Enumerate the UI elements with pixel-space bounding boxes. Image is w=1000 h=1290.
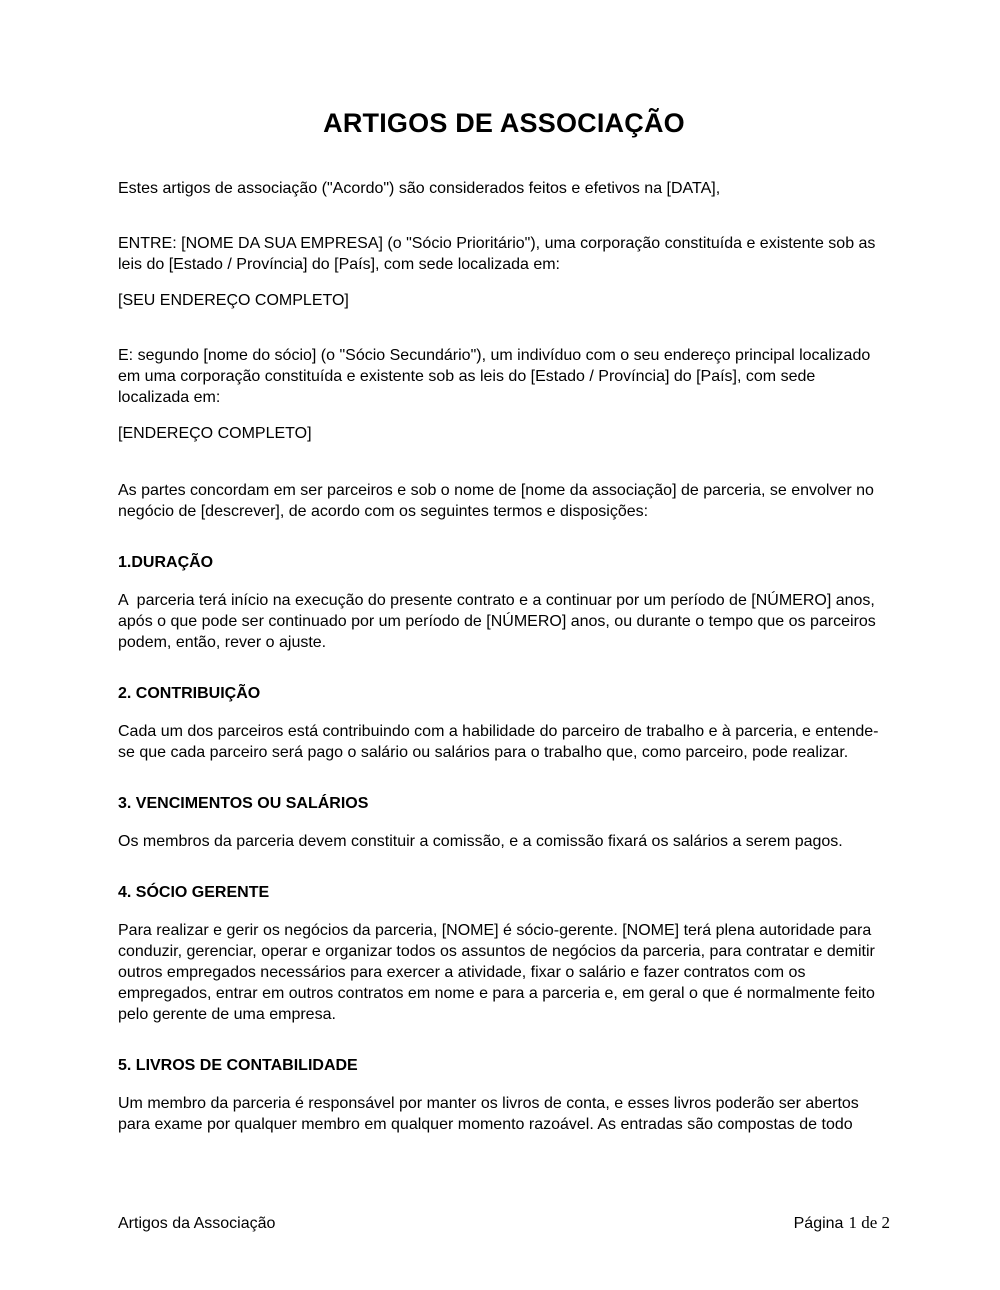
party2-address-placeholder: [ENDEREÇO COMPLETO] [118,425,312,442]
party2-paragraph: E: segundo [nome do sócio] (o "Sócio Secundário"), um indivíduo com o seu endereço principal localizado em uma corporação constituída e existente sob as leis do [Estado / Província] do [País], com sede localizada em: [118,347,875,406]
footer-document-title: Artigos da Associação [118,1215,276,1232]
section-2-body: Cada um dos parceiros está contribuindo com a habilidade do parceiro de trabalho e à parceria, e entende-se que cada parceiro será pago o salário ou salários para o trabalho que, como parceiro, pode realizar. [118,723,879,761]
section-2-heading: 2. CONTRIBUIÇÃO [118,685,261,702]
section-3-body: Os membros da parceria devem constituir a comissão, e a comissão fixará os salários a serem pagos. [118,833,843,850]
section-4-body: Para realizar e gerir os negócios da parceria, [NOME] é sócio-gerente. [NOME] terá plena autoridade para conduzir, gerenciar, operar e organizar todos os assuntos de negócios da parceria, para contratar e demitir outros empregados necessários para exercer a atividade, fixar o salário e fazer contratos com os empregados, entrar em outros contratos em nome e para a parceria e, em geral o que é normalmente feito pelo gerente de uma empresa. [118,922,880,1023]
intro-paragraph: Estes artigos de associação ("Acordo") são considerados feitos e efetivos na [DATA], [118,180,721,197]
footer-page-info: 1 de 2 [848,1213,890,1232]
section-contribuicao [118,683,890,763]
section-vencimentos [118,793,890,852]
section-duracao [118,552,890,653]
section-4-heading: 4. SÓCIO GERENTE [118,884,270,901]
section-5-body: Um membro da parceria é responsável por manter os livros de conta, e esses livros poderão ser abertos para exame por qualquer membro em qualquer momento razoável. As entradas são compostas de todo [118,1095,864,1133]
section-3-heading: 3. VENCIMENTOS OU SALÁRIOS [118,795,369,812]
party1-address-placeholder: [SEU ENDEREÇO COMPLETO] [118,292,349,309]
section-1-heading: 1.DURAÇÃO [118,554,214,571]
party1-paragraph: ENTRE: [NOME DA SUA EMPRESA] (o "Sócio Prioritário"), uma corporação constituída e existente sob as leis do [Estado / Província] do [País], com sede localizada em: [118,235,880,273]
section-socio-gerente [118,882,890,1025]
page-footer [118,1212,890,1234]
footer-page-number [794,1212,890,1234]
footer-page-word: Página [793,1215,844,1232]
page-title: ARTIGOS DE ASSOCIAÇÃO [323,108,685,138]
agreement-paragraph: As partes concordam em ser parceiros e sob o nome de [nome da associação] de parceria, se envolver no negócio de [descrever], de acordo com os seguintes termos e disposições: [118,482,879,520]
section-5-heading: 5. LIVROS DE CONTABILIDADE [118,1057,358,1074]
section-1-body: A parceria terá início na execução do presente contrato e a continuar por um período de [NÚMERO] anos, após o que pode ser continuado por um período de [NÚMERO] anos, ou durante o tempo que os parceiros podem, então, rever o ajuste. [118,592,881,651]
section-livros-contabilidade [118,1055,890,1135]
